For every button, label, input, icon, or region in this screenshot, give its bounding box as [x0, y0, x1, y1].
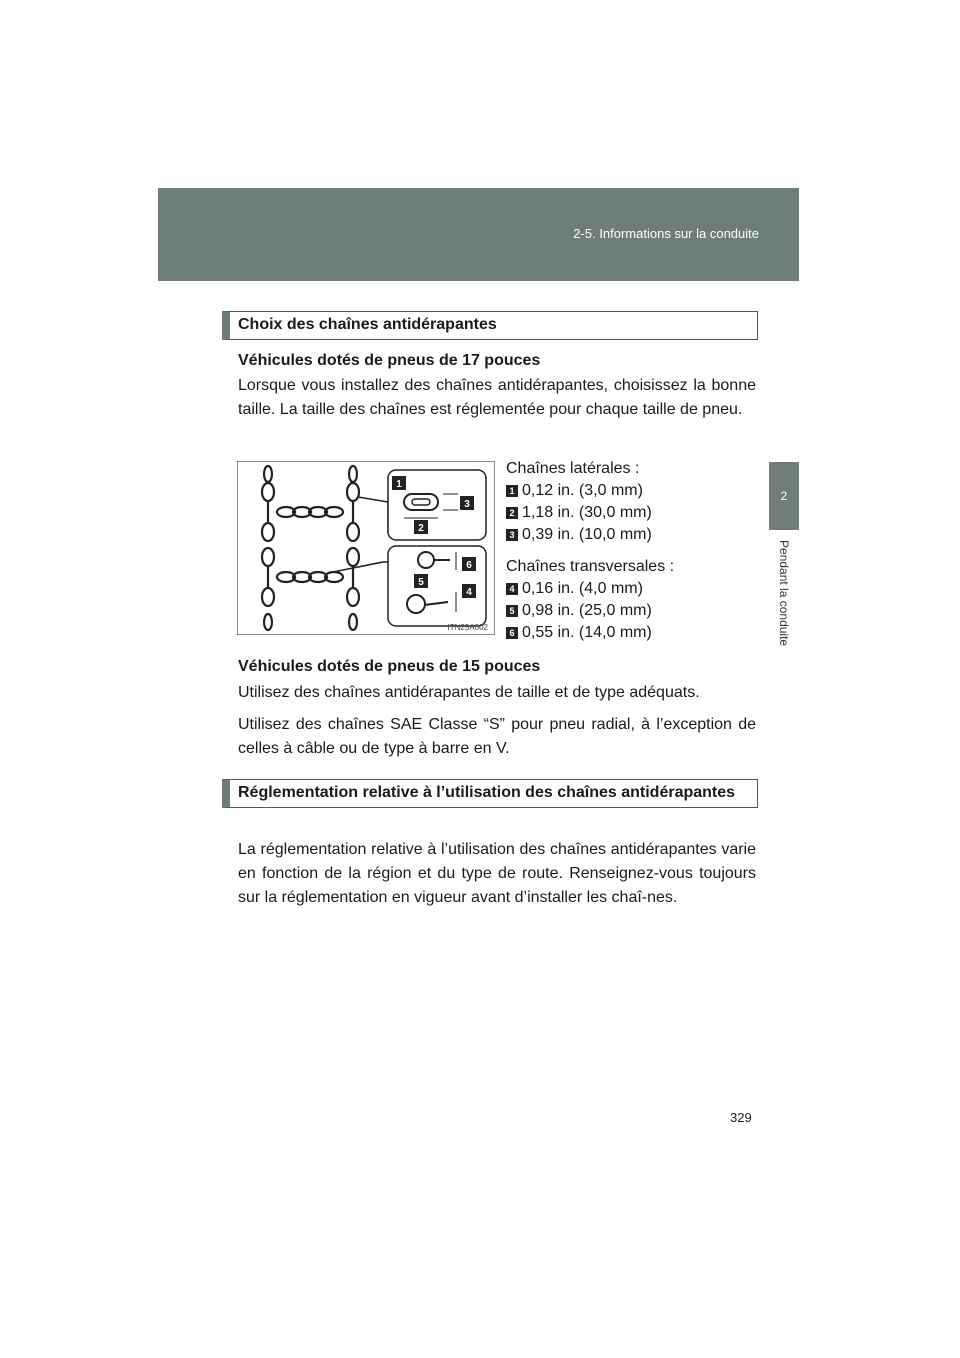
chain-diagram-drawing — [238, 462, 494, 634]
spec-value: 0,55 in. (14,0 mm) — [522, 624, 652, 641]
spec-value: 0,12 in. (3,0 mm) — [522, 482, 643, 499]
transverse-spec-6 — [506, 622, 652, 644]
svg-text:3: 3 — [464, 499, 470, 510]
page-number: 329 — [730, 1110, 752, 1125]
svg-text:5: 5 — [418, 577, 424, 588]
spec-value: 0,16 in. (4,0 mm) — [522, 580, 643, 597]
lateral-spec-1 — [506, 480, 643, 502]
paragraph-15-inch-b: Utilisez des chaînes SAE Classe “S” pour pneu radial, à l’exception de celles à câble ou de type à barre en V. — [238, 716, 756, 757]
spec-value: 0,98 in. (25,0 mm) — [522, 602, 652, 619]
number-badge: 3 — [506, 529, 518, 541]
paragraph-regulation: La réglementation relative à l’utilisation des chaînes antidérapantes varie en fonction de la région et du type de route. Renseignez-vous toujours sur la réglementation en vigueur avant d’installer les chaî-nes. — [238, 841, 756, 906]
paragraph-15-inch-a: Utilisez des chaînes antidérapantes de taille et de type adéquats. — [238, 684, 700, 701]
svg-text:6: 6 — [466, 560, 472, 571]
subheading-17-inch: Véhicules dotés de pneus de 17 pouces — [238, 352, 541, 369]
number-badge: 1 — [506, 485, 518, 497]
lateral-heading: Chaînes latérales : — [506, 460, 640, 477]
subheading-15-inch: Véhicules dotés de pneus de 15 pouces — [238, 658, 541, 675]
lateral-spec-3 — [506, 524, 652, 546]
transverse-heading: Chaînes transversales : — [506, 558, 675, 575]
spec-value: 1,18 in. (30,0 mm) — [522, 504, 652, 521]
number-badge: 5 — [506, 605, 518, 617]
figure-code: ITN25A002 — [447, 623, 488, 632]
chapter-side-label: Pendant la conduite — [777, 540, 791, 647]
chain-diagram — [237, 461, 495, 635]
paragraph-17-inch: Lorsque vous installez des chaînes antidérapantes, choisissez la bonne taille. La taille des chaînes est réglementée pour chaque taille de pneu. — [238, 377, 756, 418]
section-title-chain-choice: Choix des chaînes antidérapantes — [222, 311, 758, 340]
number-badge: 6 — [506, 627, 518, 639]
section-title-regulation: Réglementation relative à l’utilisation des chaînes antidérapantes — [222, 779, 758, 808]
chapter-header — [158, 188, 799, 281]
transverse-spec-5 — [506, 600, 652, 622]
transverse-spec-4 — [506, 578, 643, 600]
lateral-spec-2 — [506, 502, 652, 524]
chapter-title: 2-5. Informations sur la conduite — [573, 226, 759, 241]
svg-text:4: 4 — [466, 587, 472, 598]
number-badge: 4 — [506, 583, 518, 595]
spec-value: 0,39 in. (10,0 mm) — [522, 526, 652, 543]
number-badge: 2 — [506, 507, 518, 519]
svg-text:1: 1 — [396, 479, 402, 490]
chapter-tab: 2 — [769, 462, 799, 530]
svg-text:2: 2 — [418, 523, 424, 534]
